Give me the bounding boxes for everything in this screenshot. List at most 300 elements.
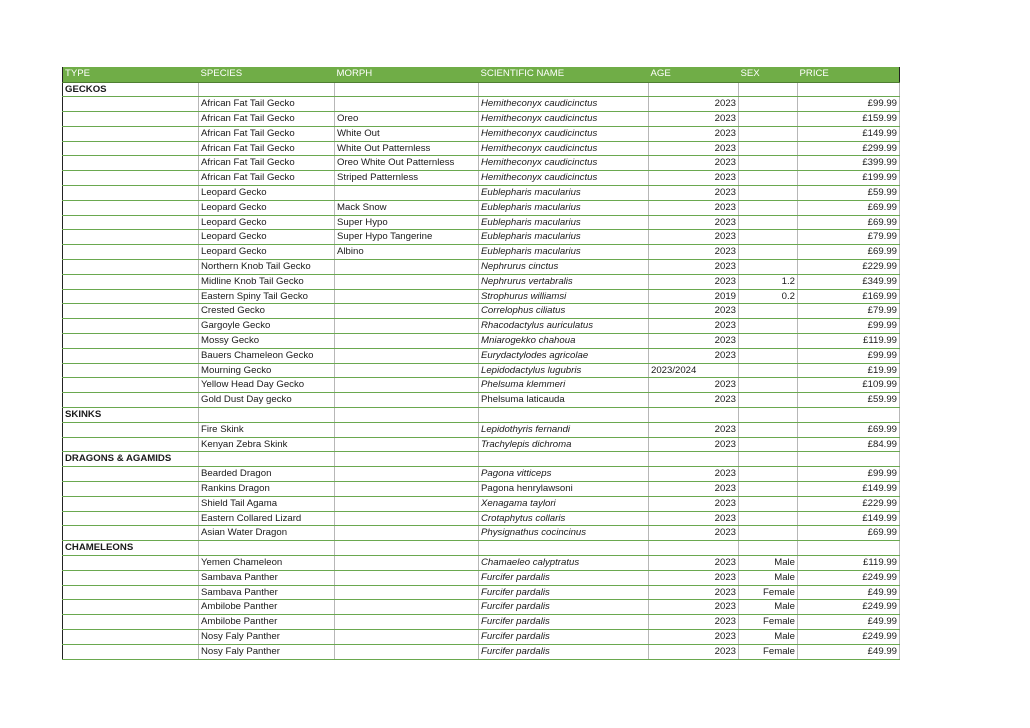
table-row (63, 526, 900, 541)
empty-cell (335, 82, 479, 97)
price-cell: £49.99 (798, 585, 900, 600)
sex-cell (739, 526, 798, 541)
table-row (63, 496, 900, 511)
species-cell: Mourning Gecko (199, 363, 335, 378)
type-cell (63, 215, 199, 230)
scientific-name-cell: Furcifer pardalis (479, 600, 649, 615)
sex-cell (739, 126, 798, 141)
scientific-name-cell: Furcifer pardalis (479, 615, 649, 630)
table-row (63, 348, 900, 363)
species-cell: Sambava Panther (199, 585, 335, 600)
type-cell (63, 556, 199, 571)
age-cell: 2023 (649, 319, 739, 334)
species-cell: Leopard Gecko (199, 230, 335, 245)
sex-cell: Male (739, 629, 798, 644)
scientific-name-cell: Hemitheconyx caudicinctus (479, 97, 649, 112)
scientific-name-cell: Strophurus williamsi (479, 289, 649, 304)
species-cell: Nosy Faly Panther (199, 644, 335, 659)
price-cell: £229.99 (798, 496, 900, 511)
morph-cell (335, 496, 479, 511)
category-row (63, 82, 900, 97)
type-cell (63, 260, 199, 275)
type-cell (63, 570, 199, 585)
scientific-name-cell: Lepidodactylus lugubris (479, 363, 649, 378)
species-cell: Yellow Head Day Gecko (199, 378, 335, 393)
table-row (63, 245, 900, 260)
sex-cell (739, 304, 798, 319)
scientific-name-cell: Eublepharis macularius (479, 230, 649, 245)
morph-cell (335, 97, 479, 112)
species-cell: African Fat Tail Gecko (199, 171, 335, 186)
species-cell: African Fat Tail Gecko (199, 97, 335, 112)
morph-cell (335, 644, 479, 659)
sex-cell (739, 97, 798, 112)
price-cell: £59.99 (798, 186, 900, 201)
table-row (63, 378, 900, 393)
category-label: SKINKS (63, 408, 199, 423)
type-cell (63, 378, 199, 393)
age-cell: 2023 (649, 511, 739, 526)
category-label: GECKOS (63, 82, 199, 97)
species-cell: Yemen Chameleon (199, 556, 335, 571)
age-cell: 2023 (649, 482, 739, 497)
sex-cell (739, 378, 798, 393)
sex-cell: Male (739, 570, 798, 585)
scientific-name-cell: Furcifer pardalis (479, 585, 649, 600)
age-cell: 2023 (649, 556, 739, 571)
age-cell: 2023 (649, 156, 739, 171)
morph-cell (335, 274, 479, 289)
type-cell (63, 200, 199, 215)
scientific-name-cell: Nephrurus vertabralis (479, 274, 649, 289)
empty-cell (798, 452, 900, 467)
morph-cell (335, 511, 479, 526)
table-row (63, 482, 900, 497)
sex-cell (739, 363, 798, 378)
scientific-name-cell: Phelsuma laticauda (479, 393, 649, 408)
sex-cell (739, 112, 798, 127)
species-cell: Mossy Gecko (199, 334, 335, 349)
scientific-name-cell: Correlophus ciliatus (479, 304, 649, 319)
type-cell (63, 319, 199, 334)
scientific-name-cell: Physignathus cocincinus (479, 526, 649, 541)
sex-cell (739, 141, 798, 156)
age-cell: 2023 (649, 334, 739, 349)
table-row (63, 585, 900, 600)
type-cell (63, 526, 199, 541)
scientific-name-cell: Pagona vitticeps (479, 467, 649, 482)
empty-cell (649, 408, 739, 423)
scientific-name-cell: Eublepharis macularius (479, 215, 649, 230)
age-cell: 2023 (649, 570, 739, 585)
morph-cell (335, 467, 479, 482)
header-row (63, 67, 900, 82)
table-row (63, 644, 900, 659)
type-cell (63, 97, 199, 112)
age-cell: 2023 (649, 600, 739, 615)
table-row (63, 289, 900, 304)
price-cell: £119.99 (798, 334, 900, 349)
age-cell: 2023 (649, 615, 739, 630)
price-cell: £69.99 (798, 422, 900, 437)
age-cell: 2023 (649, 97, 739, 112)
species-cell: Northern Knob Tail Gecko (199, 260, 335, 275)
species-cell: African Fat Tail Gecko (199, 156, 335, 171)
type-cell (63, 156, 199, 171)
table-row (63, 511, 900, 526)
sex-cell: 1.2 (739, 274, 798, 289)
empty-cell (649, 541, 739, 556)
sex-cell (739, 348, 798, 363)
price-cell: £69.99 (798, 215, 900, 230)
species-cell: Ambilobe Panther (199, 615, 335, 630)
empty-cell (199, 452, 335, 467)
scientific-name-cell: Pagona henrylawsoni (479, 482, 649, 497)
empty-cell (479, 408, 649, 423)
table-row (63, 171, 900, 186)
sex-cell (739, 319, 798, 334)
age-cell: 2023 (649, 200, 739, 215)
table-row (63, 600, 900, 615)
price-cell: £99.99 (798, 319, 900, 334)
category-label: CHAMELEONS (63, 541, 199, 556)
category-row (63, 408, 900, 423)
table-row (63, 629, 900, 644)
age-cell: 2023 (649, 585, 739, 600)
empty-cell (335, 541, 479, 556)
price-cell: £59.99 (798, 393, 900, 408)
morph-cell (335, 556, 479, 571)
table-row (63, 200, 900, 215)
price-cell: £119.99 (798, 556, 900, 571)
species-cell: Bauers Chameleon Gecko (199, 348, 335, 363)
price-cell: £249.99 (798, 600, 900, 615)
scientific-name-cell: Furcifer pardalis (479, 644, 649, 659)
age-cell: 2023/2024 (649, 363, 739, 378)
sex-cell: Male (739, 600, 798, 615)
empty-cell (199, 541, 335, 556)
empty-cell (479, 452, 649, 467)
table-row (63, 363, 900, 378)
price-cell: £109.99 (798, 378, 900, 393)
table-row (63, 422, 900, 437)
morph-cell (335, 615, 479, 630)
empty-cell (335, 408, 479, 423)
price-cell: £69.99 (798, 200, 900, 215)
sex-cell (739, 260, 798, 275)
morph-cell (335, 482, 479, 497)
scientific-name-cell: Eublepharis macularius (479, 245, 649, 260)
species-cell: African Fat Tail Gecko (199, 126, 335, 141)
scientific-name-cell: Nephrurus cinctus (479, 260, 649, 275)
morph-cell (335, 260, 479, 275)
empty-cell (739, 82, 798, 97)
species-cell: Gargoyle Gecko (199, 319, 335, 334)
sex-cell: 0.2 (739, 289, 798, 304)
empty-cell (798, 82, 900, 97)
header-morph: MORPH (335, 67, 479, 82)
empty-cell (479, 82, 649, 97)
species-cell: Rankins Dragon (199, 482, 335, 497)
age-cell: 2023 (649, 260, 739, 275)
morph-cell (335, 585, 479, 600)
scientific-name-cell: Hemitheconyx caudicinctus (479, 171, 649, 186)
empty-cell (739, 408, 798, 423)
scientific-name-cell: Furcifer pardalis (479, 570, 649, 585)
type-cell (63, 600, 199, 615)
table-row (63, 141, 900, 156)
type-cell (63, 304, 199, 319)
sex-cell (739, 511, 798, 526)
age-cell: 2023 (649, 215, 739, 230)
species-cell: Leopard Gecko (199, 245, 335, 260)
empty-cell (739, 541, 798, 556)
scientific-name-cell: Crotaphytus collaris (479, 511, 649, 526)
type-cell (63, 644, 199, 659)
table-row (63, 570, 900, 585)
header-age: AGE (649, 67, 739, 82)
price-cell: £149.99 (798, 511, 900, 526)
age-cell: 2023 (649, 245, 739, 260)
table-row (63, 615, 900, 630)
age-cell: 2023 (649, 304, 739, 319)
price-cell: £19.99 (798, 363, 900, 378)
species-cell: Nosy Faly Panther (199, 629, 335, 644)
morph-cell: Mack Snow (335, 200, 479, 215)
price-cell: £69.99 (798, 526, 900, 541)
morph-cell: Super Hypo Tangerine (335, 230, 479, 245)
type-cell (63, 585, 199, 600)
price-cell: £99.99 (798, 467, 900, 482)
morph-cell (335, 304, 479, 319)
table-row (63, 467, 900, 482)
price-cell: £159.99 (798, 112, 900, 127)
sex-cell (739, 496, 798, 511)
species-cell: Leopard Gecko (199, 186, 335, 201)
type-cell (63, 334, 199, 349)
price-cell: £99.99 (798, 97, 900, 112)
scientific-name-cell: Phelsuma klemmeri (479, 378, 649, 393)
type-cell (63, 422, 199, 437)
type-cell (63, 126, 199, 141)
table-row (63, 186, 900, 201)
empty-cell (739, 452, 798, 467)
price-cell: £49.99 (798, 615, 900, 630)
morph-cell (335, 348, 479, 363)
species-cell: Ambilobe Panther (199, 600, 335, 615)
species-cell: Asian Water Dragon (199, 526, 335, 541)
type-cell (63, 230, 199, 245)
morph-cell (335, 319, 479, 334)
type-cell (63, 437, 199, 452)
type-cell (63, 363, 199, 378)
scientific-name-cell: Hemitheconyx caudicinctus (479, 156, 649, 171)
scientific-name-cell: Xenagama taylori (479, 496, 649, 511)
price-cell: £249.99 (798, 570, 900, 585)
morph-cell (335, 570, 479, 585)
scientific-name-cell: Lepidothyris fernandi (479, 422, 649, 437)
age-cell: 2023 (649, 230, 739, 245)
sex-cell (739, 200, 798, 215)
species-cell: Leopard Gecko (199, 200, 335, 215)
morph-cell: Oreo (335, 112, 479, 127)
morph-cell (335, 393, 479, 408)
age-cell: 2023 (649, 274, 739, 289)
type-cell (63, 629, 199, 644)
species-cell: Sambava Panther (199, 570, 335, 585)
scientific-name-cell: Hemitheconyx caudicinctus (479, 112, 649, 127)
scientific-name-cell: Trachylepis dichroma (479, 437, 649, 452)
table-row (63, 334, 900, 349)
age-cell: 2023 (649, 186, 739, 201)
sex-cell (739, 482, 798, 497)
type-cell (63, 274, 199, 289)
species-cell: African Fat Tail Gecko (199, 112, 335, 127)
species-cell: Leopard Gecko (199, 215, 335, 230)
age-cell: 2023 (649, 467, 739, 482)
morph-cell (335, 334, 479, 349)
type-cell (63, 289, 199, 304)
scientific-name-cell: Eublepharis macularius (479, 200, 649, 215)
sex-cell (739, 230, 798, 245)
sex-cell: Female (739, 585, 798, 600)
table-row (63, 437, 900, 452)
species-cell: Shield Tail Agama (199, 496, 335, 511)
scientific-name-cell: Eublepharis macularius (479, 186, 649, 201)
sex-cell: Female (739, 644, 798, 659)
morph-cell (335, 526, 479, 541)
sex-cell (739, 215, 798, 230)
price-cell: £69.99 (798, 245, 900, 260)
sex-cell: Male (739, 556, 798, 571)
table-row (63, 112, 900, 127)
morph-cell (335, 422, 479, 437)
type-cell (63, 482, 199, 497)
morph-cell: White Out Patternless (335, 141, 479, 156)
price-cell: £399.99 (798, 156, 900, 171)
table-row (63, 230, 900, 245)
type-cell (63, 141, 199, 156)
empty-cell (199, 82, 335, 97)
species-cell: Eastern Collared Lizard (199, 511, 335, 526)
sex-cell (739, 334, 798, 349)
age-cell: 2023 (649, 112, 739, 127)
category-label: DRAGONS & AGAMIDS (63, 452, 199, 467)
age-cell: 2019 (649, 289, 739, 304)
table-row (63, 274, 900, 289)
price-list-table (62, 67, 900, 660)
species-cell: Gold Dust Day gecko (199, 393, 335, 408)
age-cell: 2023 (649, 644, 739, 659)
price-cell: £169.99 (798, 289, 900, 304)
scientific-name-cell: Mniarogekko chahoua (479, 334, 649, 349)
scientific-name-cell: Chamaeleo calyptratus (479, 556, 649, 571)
header-sex: SEX (739, 67, 798, 82)
price-cell: £79.99 (798, 304, 900, 319)
table-row (63, 260, 900, 275)
species-cell: Midline Knob Tail Gecko (199, 274, 335, 289)
sex-cell (739, 467, 798, 482)
sex-cell (739, 437, 798, 452)
empty-cell (798, 408, 900, 423)
morph-cell (335, 629, 479, 644)
category-row (63, 452, 900, 467)
scientific-name-cell: Eurydactylodes agricolae (479, 348, 649, 363)
type-cell (63, 511, 199, 526)
header-scientific-name: SCIENTIFIC NAME (479, 67, 649, 82)
type-cell (63, 496, 199, 511)
sex-cell (739, 393, 798, 408)
price-cell: £99.99 (798, 348, 900, 363)
table-body (63, 82, 900, 659)
type-cell (63, 186, 199, 201)
age-cell: 2023 (649, 141, 739, 156)
scientific-name-cell: Hemitheconyx caudicinctus (479, 141, 649, 156)
price-cell: £149.99 (798, 126, 900, 141)
price-cell: £299.99 (798, 141, 900, 156)
age-cell: 2023 (649, 348, 739, 363)
header-species: SPECIES (199, 67, 335, 82)
age-cell: 2023 (649, 378, 739, 393)
morph-cell (335, 437, 479, 452)
empty-cell (649, 452, 739, 467)
price-cell: £79.99 (798, 230, 900, 245)
table-row (63, 556, 900, 571)
morph-cell: Striped Patternless (335, 171, 479, 186)
scientific-name-cell: Furcifer pardalis (479, 629, 649, 644)
species-cell: Fire Skink (199, 422, 335, 437)
table-row (63, 156, 900, 171)
sex-cell (739, 422, 798, 437)
type-cell (63, 467, 199, 482)
empty-cell (479, 541, 649, 556)
sex-cell (739, 156, 798, 171)
category-row (63, 541, 900, 556)
species-cell: Eastern Spiny Tail Gecko (199, 289, 335, 304)
age-cell: 2023 (649, 393, 739, 408)
price-cell: £84.99 (798, 437, 900, 452)
species-cell: Kenyan Zebra Skink (199, 437, 335, 452)
type-cell (63, 112, 199, 127)
header-price: PRICE (798, 67, 900, 82)
price-cell: £149.99 (798, 482, 900, 497)
morph-cell (335, 363, 479, 378)
header-type: TYPE (63, 67, 199, 82)
age-cell: 2023 (649, 526, 739, 541)
species-cell: African Fat Tail Gecko (199, 141, 335, 156)
sex-cell: Female (739, 615, 798, 630)
empty-cell (798, 541, 900, 556)
table-row (63, 304, 900, 319)
morph-cell: Albino (335, 245, 479, 260)
sex-cell (739, 245, 798, 260)
age-cell: 2023 (649, 126, 739, 141)
table-row (63, 393, 900, 408)
type-cell (63, 245, 199, 260)
price-cell: £349.99 (798, 274, 900, 289)
table-row (63, 97, 900, 112)
empty-cell (335, 452, 479, 467)
morph-cell (335, 186, 479, 201)
scientific-name-cell: Hemitheconyx caudicinctus (479, 126, 649, 141)
price-cell: £199.99 (798, 171, 900, 186)
price-cell: £49.99 (798, 644, 900, 659)
age-cell: 2023 (649, 496, 739, 511)
empty-cell (649, 82, 739, 97)
price-cell: £229.99 (798, 260, 900, 275)
sex-cell (739, 186, 798, 201)
type-cell (63, 393, 199, 408)
